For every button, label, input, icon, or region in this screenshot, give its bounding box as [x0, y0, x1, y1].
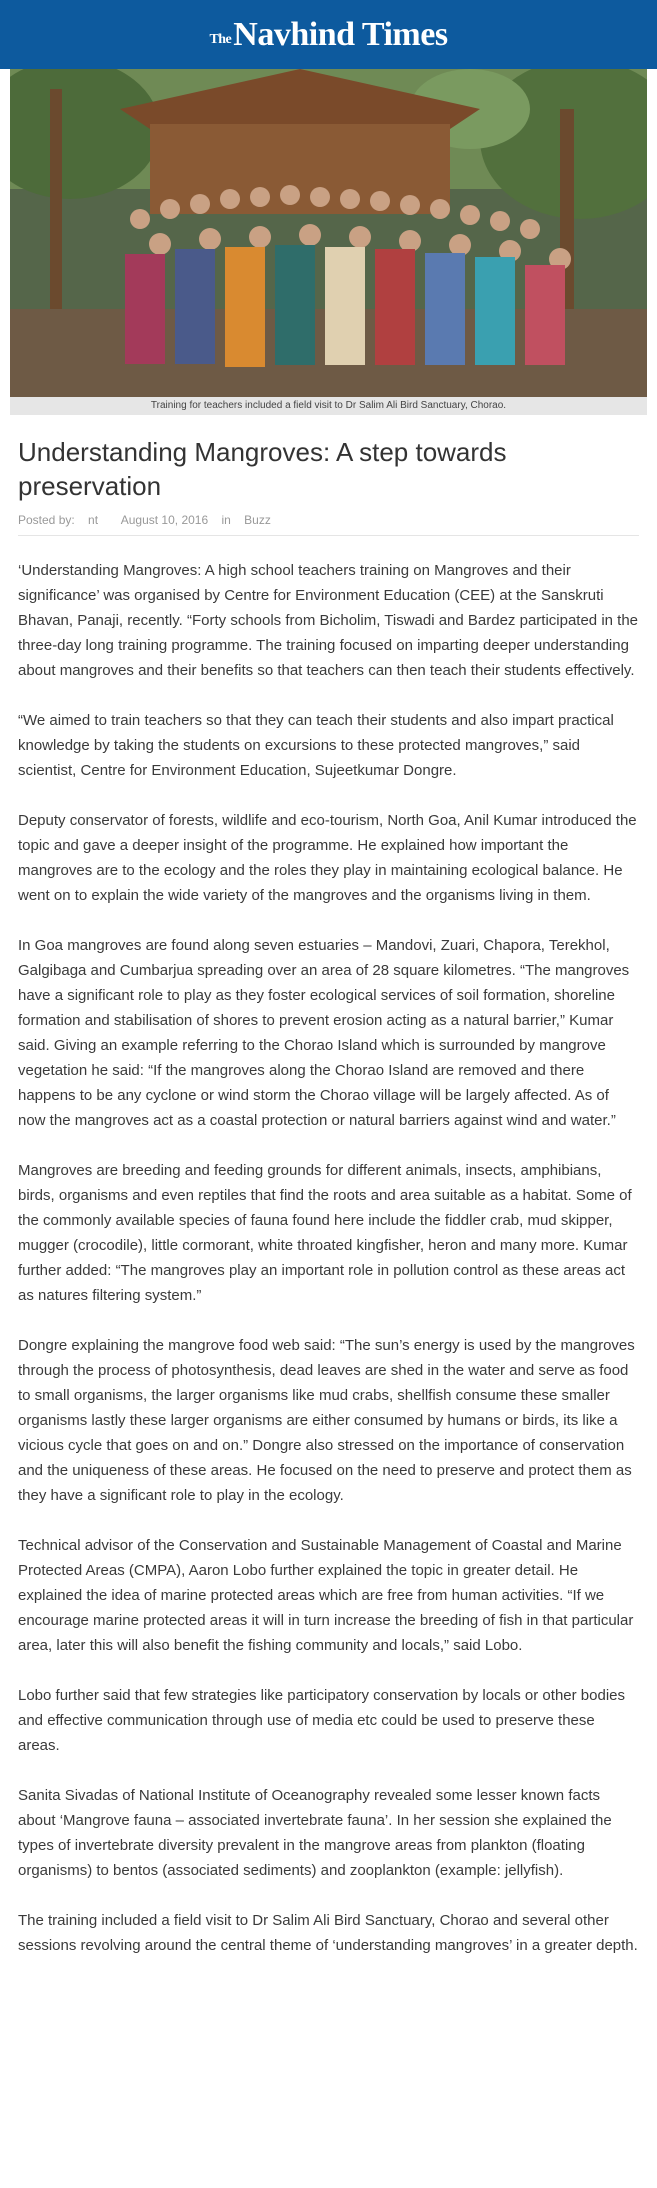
article-paragraph: Deputy conservator of forests, wildlife and eco-tourism, North Goa, Anil Kumar introduced the topic and gave a deeper insight of the programme. He explained how important the mangroves are to the ecology and the roles they play in maintaining ecological balance. He went on to explain the wide variety of the mangroves and the organisms living in them.: [18, 812, 637, 904]
category-link[interactable]: Buzz: [244, 513, 271, 527]
masthead: [0, 0, 657, 69]
article-paragraph: Sanita Sivadas of National Institute of Oceanography revealed some lesser known facts about ‘Mangrove fauna – associated invertebrate fauna’. In her session she explained the types of invertebrate diversity prevalent in the mangrove areas from plankton (floating organisms) to bentos (associated sediments) and zooplankton (example: jellyfish).: [18, 1787, 612, 1879]
article-paragraph: ‘Understanding Mangroves: A high school teachers training on Mangroves and their significance’ was organised by Centre for Environment Education (CEE) at the Sanskruti Bhavan, Panaji, recently. “Forty schools from Bicholim, Tiswadi and Bardez participated in the three-day long training programme. The training focused on imparting deeper understanding about mangroves and their benefits so that teachers can then teach their students effectively.: [18, 562, 639, 679]
article-paragraph: “We aimed to train teachers so that they can teach their students and also impart practical knowledge by taking the students on excursions to these protected mangroves,” said scientist, Centre for Environment Education, Sujeetkumar Dongre.: [18, 712, 614, 779]
photo-caption: Training for teachers included a field visit to Dr Salim Ali Bird Sanctuary, Chorao.: [10, 397, 647, 415]
category: [221, 513, 280, 527]
article-paragraph: In Goa mangroves are found along seven estuaries – Mandovi, Zuari, Chapora, Terekhol, Galgibaga and Cumbarjua spreading over an area of 28 square kilometres. “The mangroves have a significant role to play as they foster ecological services of soil formation, shoreline formation and stabilisation of shores to prevent erosion acting as a natural barrier,” Kumar said. Giving an example referring to the Chorao Island which is surrounded by mangrove vegetation he said: “If the mangroves along the Chorao Island are removed and there happens to be any cyclone or wind storm the Chorao village will be largely affected. As of now the mangroves act as a coastal protection or natural barriers against wind and water.”: [18, 937, 630, 1129]
site-logo[interactable]: [209, 15, 448, 53]
article-paragraph: Technical advisor of the Conservation and Sustainable Management of Coastal and Marine Protected Areas (CMPA), Aaron Lobo further explained the topic in greater detail. He explained the idea of marine protected areas which are free from human activities. “If we encourage marine protected areas it will in turn increase the breeding of fish in that particular area, later this will also benefit the fishing community and locals,” said Lobo.: [18, 1537, 634, 1654]
article-paragraph: Lobo further said that few strategies like participatory conservation by locals or other bodies and effective communication through use of media etc could be used to preserve these areas.: [18, 1687, 625, 1754]
post-date: August 10, 2016: [120, 513, 209, 527]
article-photo-figure: [10, 69, 647, 415]
article-paragraph: Dongre explaining the mangrove food web said: “The sun’s energy is used by the mangroves through the process of photosynthesis, dead leaves are shed in the water and serve as food to small organisms, the larger organisms like mud crabs, shellfish consume these smaller organisms lastly these larger organisms are either consumed by humans or birds, its like a vicious cycle that goes on and on.” Dongre also stressed on the importance of conservation and the uniqueness of these areas. He focused on the need to preserve and protect them as they have a significant role to play in the ecology.: [18, 1337, 635, 1504]
logo-name: Navhind Times: [233, 15, 448, 53]
category-in-label: in: [221, 513, 231, 527]
group-photo-illustration: [10, 69, 647, 397]
posted-by-label: Posted by:: [18, 513, 75, 527]
author-link[interactable]: nt: [88, 513, 99, 527]
logo-prefix: The: [209, 31, 232, 47]
article-paragraph: Mangroves are breeding and feeding grounds for different animals, insects, amphibians, birds, organisms and even reptiles that find the roots and area suitable as a habitat. Some of the commonly available species of fauna found here include the fiddler crab, mud skipper, mugger (crocodile), little cormorant, white throated kingfisher, heron and many more. Kumar further added: “The mangroves play an important role in pollution control as these areas act as natures filtering system.”: [18, 1162, 632, 1304]
article-meta: [18, 513, 639, 536]
article-title: Understanding Mangroves: A step towards preservation: [18, 437, 507, 501]
article-paragraph: The training included a field visit to Dr Salim Ali Bird Sanctuary, Chorao and several other sessions revolving around the central theme of ‘understanding mangroves’ in a greater depth.: [18, 1912, 638, 1954]
posted-by: [18, 513, 108, 527]
article-body: [0, 435, 657, 1958]
group-photo: [10, 69, 647, 397]
